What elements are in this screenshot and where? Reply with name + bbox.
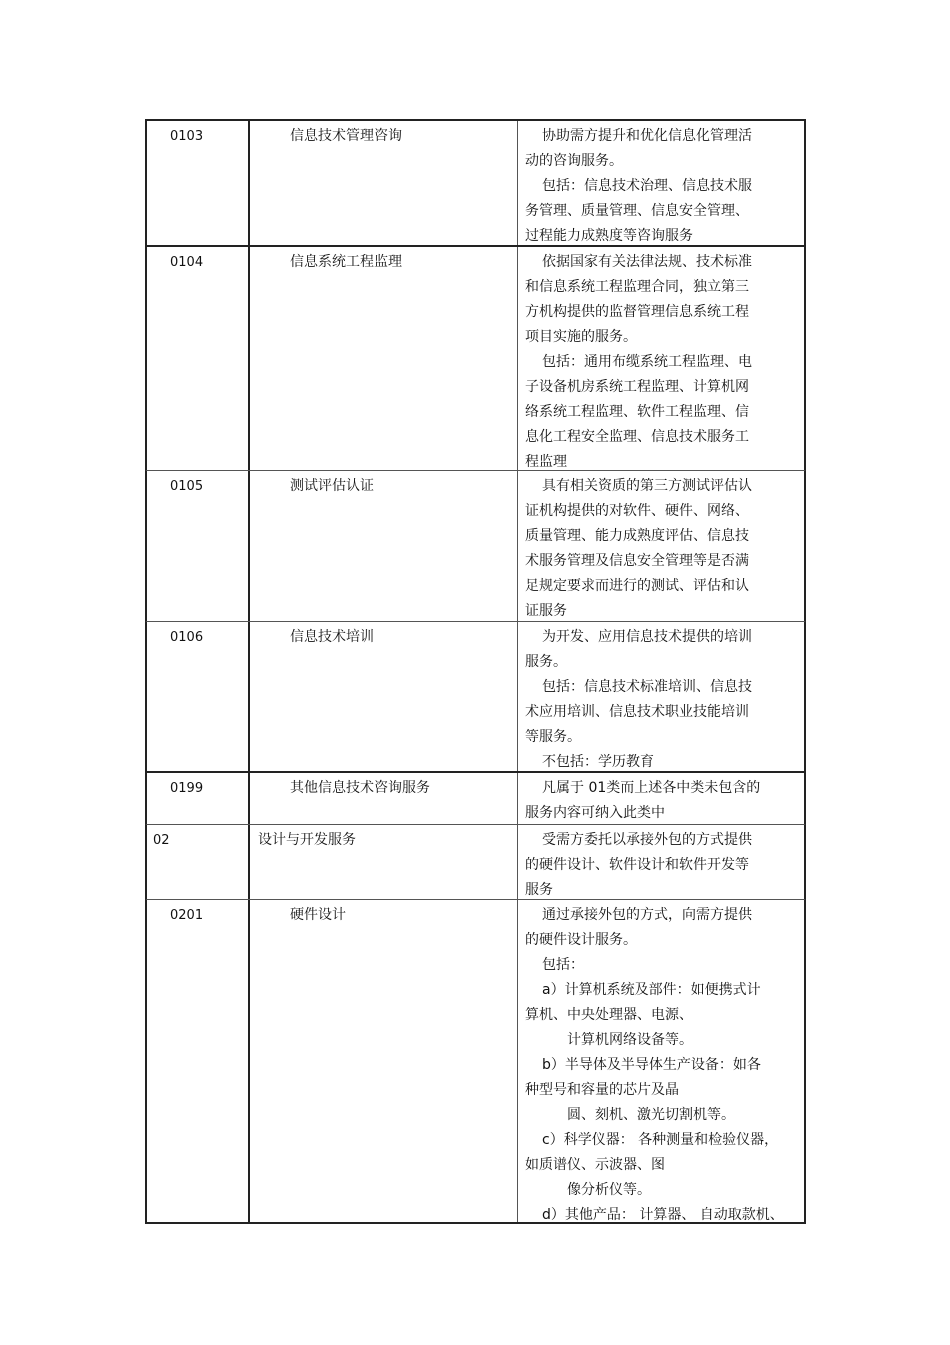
description-line: 算机、中央处理器、电源、 — [525, 1007, 693, 1023]
description-line: 息化工程安全监理、信息技术服务工 — [525, 429, 749, 445]
description-line: 如质谱仪、示波器、图 — [525, 1157, 665, 1173]
description-line: 协助需方提升和优化信息化管理活 — [542, 128, 752, 144]
description-cell — [518, 121, 804, 245]
description-line: d）其他产品： 计算器、 自动取款机、 — [542, 1207, 784, 1223]
description-line: 服务。 — [525, 654, 567, 670]
description-cell — [518, 773, 804, 824]
name-cell: 信息技术培训 — [250, 622, 518, 771]
description-line: 术应用培训、信息技术职业技能培训 — [525, 704, 749, 720]
code-cell: 0103 — [147, 121, 250, 245]
name-cell: 硬件设计 — [250, 900, 518, 1222]
description-line: 程监理 — [525, 454, 567, 470]
name-cell: 设计与开发服务 — [250, 825, 518, 899]
description-cell — [518, 622, 804, 771]
description-line: 凡属于 01类而上述各中类未包含的 — [542, 780, 761, 796]
description-line: 质量管理、能力成熟度评估、信息技 — [525, 528, 749, 544]
description-line: 术服务管理及信息安全管理等是否满 — [525, 553, 749, 569]
description-line: 圆、刻机、激光切割机等。 — [567, 1107, 735, 1123]
description-line: 的硬件设计服务。 — [525, 932, 637, 948]
description-line: 不包括：学历教育 — [542, 754, 654, 770]
description-cell — [518, 247, 804, 470]
description-line: b）半导体及半导体生产设备：如各 — [542, 1057, 761, 1073]
code-cell: 0199 — [147, 773, 250, 824]
description-line: 务管理、质量管理、信息安全管理、 — [525, 203, 749, 219]
description-line: 方机构提供的监督管理信息系统工程 — [525, 304, 749, 320]
code-cell: 0106 — [147, 622, 250, 771]
description-cell — [518, 471, 804, 621]
description-line: 过程能力成熟度等咨询服务 — [525, 228, 693, 244]
description-line: 服务内容可纳入此类中 — [525, 805, 665, 821]
description-line: 包括：信息技术标准培训、信息技 — [542, 679, 752, 695]
description-line: 服务 — [525, 882, 553, 898]
description-line: 包括：通用布缆系统工程监理、电 — [542, 354, 752, 370]
description-line: 包括：信息技术治理、信息技术服 — [542, 178, 752, 194]
table-row — [145, 245, 806, 470]
description-line: 动的咨询服务。 — [525, 153, 623, 169]
description-line: 具有相关资质的第三方测试评估认 — [542, 478, 752, 494]
code-cell: 02 — [147, 825, 250, 899]
description-line: 包括： — [542, 957, 584, 973]
table-row — [145, 771, 806, 824]
name-cell: 信息系统工程监理 — [250, 247, 518, 470]
description-cell — [518, 825, 804, 899]
table-row — [145, 899, 806, 1224]
code-cell: 0105 — [147, 471, 250, 621]
name-cell: 测试评估认证 — [250, 471, 518, 621]
description-line: 证服务 — [525, 603, 567, 619]
name-cell: 信息技术管理咨询 — [250, 121, 518, 245]
table-row — [145, 824, 806, 899]
description-line: 受需方委托以承接外包的方式提供 — [542, 832, 752, 848]
description-line: 依据国家有关法律法规、技术标准 — [542, 254, 752, 270]
description-line: 子设备机房系统工程监理、计算机网 — [525, 379, 749, 395]
description-line: 的硬件设计、软件设计和软件开发等 — [525, 857, 749, 873]
description-line: 足规定要求而进行的测试、评估和认 — [525, 578, 749, 594]
description-line: 项目实施的服务。 — [525, 329, 637, 345]
description-line: 证机构提供的对软件、硬件、网络、 — [525, 503, 749, 519]
description-line: c）科学仪器： 各种测量和检验仪器， — [542, 1132, 779, 1148]
code-cell: 0201 — [147, 900, 250, 1222]
table-row — [145, 621, 806, 771]
name-cell: 其他信息技术咨询服务 — [250, 773, 518, 824]
code-cell: 0104 — [147, 247, 250, 470]
table-row — [145, 119, 806, 245]
classification-table — [145, 119, 806, 1224]
description-line: 为开发、应用信息技术提供的培训 — [542, 629, 752, 645]
description-line: 通过承接外包的方式，向需方提供 — [542, 907, 752, 923]
description-line: 络系统工程监理、软件工程监理、信 — [525, 404, 749, 420]
description-line: a）计算机系统及部件：如便携式计 — [542, 982, 761, 998]
description-line: 计算机网络设备等。 — [567, 1032, 693, 1048]
table-row — [145, 470, 806, 621]
description-line: 等服务。 — [525, 729, 581, 745]
description-line: 种型号和容量的芯片及晶 — [525, 1082, 679, 1098]
description-line: 像分析仪等。 — [567, 1182, 651, 1198]
description-cell — [518, 900, 804, 1222]
description-line: 和信息系统工程监理合同，独立第三 — [525, 279, 749, 295]
